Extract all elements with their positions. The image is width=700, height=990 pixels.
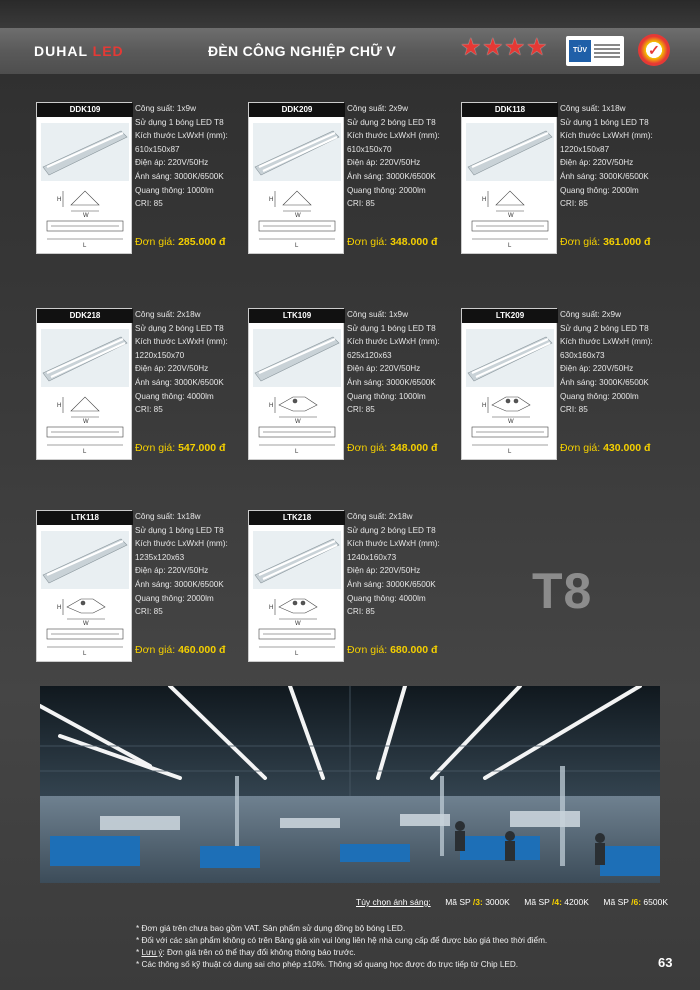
product-price <box>135 442 225 454</box>
price-label: Đơn giá: <box>135 644 179 656</box>
spec-line: Điện áp: 220V/50Hz <box>347 364 421 374</box>
product-card <box>36 308 248 478</box>
spec-line: Điện áp: 220V/50Hz <box>135 158 209 168</box>
svg-text:L: L <box>83 449 87 455</box>
spec-line: Điện áp: 220V/50Hz <box>135 364 209 374</box>
svg-text:H: H <box>482 197 487 203</box>
lamp-fixture-icon <box>253 329 341 387</box>
product-card <box>248 308 460 478</box>
product-card <box>461 102 673 272</box>
spec-line: Ánh sáng: 3000K/6500K <box>347 171 436 181</box>
spec-line: Kích thước LxWxH (mm): <box>560 337 653 347</box>
spec-line: CRI: 85 <box>135 607 163 617</box>
tuv-icon: TÜV <box>569 40 591 62</box>
dimension-diagram <box>41 391 129 457</box>
star-icon: ★ <box>504 34 526 61</box>
price-value: 285.000 đ <box>178 236 226 248</box>
product-price <box>560 236 650 248</box>
product-card <box>248 510 460 680</box>
light-options <box>356 897 668 907</box>
price-label: Đơn giá: <box>135 442 179 454</box>
svg-text:W: W <box>83 621 89 627</box>
spec-line: Quang thông: 2000lm <box>347 185 426 195</box>
spec-line: Sử dụng 2 bóng LED T8 <box>347 525 436 535</box>
lamp-fixture-icon <box>41 531 129 589</box>
price-value: 348.000 đ <box>390 236 438 248</box>
product-specs <box>347 102 459 211</box>
spec-line: Ánh sáng: 3000K/6500K <box>347 377 436 387</box>
spec-line: Điện áp: 220V/50Hz <box>347 566 421 576</box>
svg-text:H: H <box>269 605 274 611</box>
option-6500k: Mã SP /6: 6500K <box>603 897 668 907</box>
page-title: ĐÈN CÔNG NGHIỆP CHỮ V <box>208 43 397 59</box>
product-card <box>36 102 248 272</box>
spec-line: Kích thước LxWxH (mm): <box>347 337 440 347</box>
spec-line: Công suất: 1x18w <box>560 104 626 113</box>
price-label: Đơn giá: <box>135 236 179 248</box>
svg-text:W: W <box>295 419 301 425</box>
spec-line: Sử dụng 2 bóng LED T8 <box>560 323 649 333</box>
product-code: DDK109 <box>37 103 133 117</box>
spec-line: 625x120x63 <box>347 350 392 360</box>
product-card <box>36 510 248 680</box>
note-price-change: * Lưu ý: Đơn giá trên có thể thay đổi không thông báo trước. <box>136 948 356 957</box>
lamp-fixture-icon <box>41 123 129 181</box>
spec-line: Quang thông: 2000lm <box>560 185 639 195</box>
top-strip <box>0 0 700 28</box>
product-price <box>560 442 650 454</box>
page-number: 63 <box>658 955 673 970</box>
svg-text:W: W <box>508 213 514 219</box>
spec-line: Ánh sáng: 3000K/6500K <box>347 579 436 589</box>
option-3000k: Mã SP /3: 3000K <box>445 897 510 907</box>
svg-text:L: L <box>508 449 512 455</box>
svg-text:L: L <box>508 243 512 249</box>
spec-line: Sử dụng 1 bóng LED T8 <box>560 117 649 127</box>
spec-line: Công suất: 2x18w <box>347 512 413 521</box>
spec-line: CRI: 85 <box>347 405 375 415</box>
spec-line: Sử dụng 2 bóng LED T8 <box>135 323 224 333</box>
spec-line: CRI: 85 <box>560 405 588 415</box>
price-label: Đơn giá: <box>347 442 391 454</box>
product-image <box>36 510 132 662</box>
spec-line: Ánh sáng: 3000K/6500K <box>135 377 224 387</box>
star-icon: ★ <box>460 34 482 61</box>
product-image <box>36 102 132 254</box>
price-value: 680.000 đ <box>390 644 438 656</box>
dimension-diagram <box>466 185 554 251</box>
star-icon: ★ <box>526 34 548 61</box>
svg-text:L: L <box>83 651 87 657</box>
spec-line: Điện áp: 220V/50Hz <box>135 566 209 576</box>
product-specs <box>347 308 459 417</box>
product-price <box>135 644 225 656</box>
product-code: DDK218 <box>37 309 133 323</box>
dimension-diagram <box>466 391 554 457</box>
svg-text:W: W <box>508 419 514 425</box>
product-specs <box>347 510 459 619</box>
product-price <box>135 236 225 248</box>
spec-line: Kích thước LxWxH (mm): <box>347 539 440 549</box>
spec-line: 1220x150x87 <box>560 144 610 154</box>
product-code: LTK209 <box>462 309 558 323</box>
product-image <box>461 308 557 460</box>
spec-line: Công suất: 2x9w <box>560 310 621 319</box>
spec-line: 1220x150x70 <box>135 350 185 360</box>
product-specs <box>560 308 672 417</box>
product-code: DDK118 <box>462 103 558 117</box>
spec-line: Kích thước LxWxH (mm): <box>135 131 228 141</box>
option-4200k: Mã SP /4: 4200K <box>524 897 589 907</box>
price-label: Đơn giá: <box>347 236 391 248</box>
product-code: LTK118 <box>37 511 133 525</box>
product-specs <box>560 102 672 211</box>
lamp-fixture-icon <box>41 329 129 387</box>
svg-text:L: L <box>295 651 299 657</box>
product-price <box>347 644 437 656</box>
price-label: Đơn giá: <box>347 644 391 656</box>
rating-stars <box>460 34 548 61</box>
svg-text:W: W <box>83 419 89 425</box>
lamp-fixture-icon <box>253 531 341 589</box>
lamp-fixture-icon <box>466 329 554 387</box>
product-price <box>347 236 437 248</box>
price-value: 348.000 đ <box>390 442 438 454</box>
spec-line: Công suất: 1x9w <box>135 104 196 113</box>
spec-line: Ánh sáng: 3000K/6500K <box>560 171 649 181</box>
spec-line: CRI: 85 <box>560 199 588 209</box>
note-vat: * Đơn giá trên chưa bao gồm VAT. Sản phẩm sử dụng đồng bộ bóng LED. <box>136 924 406 933</box>
spec-line: Ánh sáng: 3000K/6500K <box>560 377 649 387</box>
product-image <box>248 510 344 662</box>
spec-line: 1235x120x63 <box>135 552 185 562</box>
spec-line: Ánh sáng: 3000K/6500K <box>135 171 224 181</box>
tuv-certificate-logo <box>566 36 624 66</box>
dimension-diagram <box>253 593 341 659</box>
svg-text:H: H <box>57 197 62 203</box>
spec-line: Quang thông: 2000lm <box>135 593 214 603</box>
svg-text:H: H <box>269 197 274 203</box>
product-specs <box>135 102 247 211</box>
spec-line: CRI: 85 <box>347 607 375 617</box>
spec-line: Sử dụng 1 bóng LED T8 <box>135 117 224 127</box>
product-image <box>461 102 557 254</box>
spec-line: 610x150x87 <box>135 144 180 154</box>
product-card <box>248 102 460 272</box>
spec-line: Sử dụng 2 bóng LED T8 <box>347 117 436 127</box>
spec-line: CRI: 85 <box>135 405 163 415</box>
price-value: 361.000 đ <box>603 236 651 248</box>
lamp-fixture-icon <box>253 123 341 181</box>
price-value: 460.000 đ <box>178 644 226 656</box>
svg-text:H: H <box>269 403 274 409</box>
svg-text:H: H <box>57 403 62 409</box>
options-label: Tùy chọn ánh sáng: <box>356 897 431 907</box>
spec-line: 630x160x73 <box>560 350 605 360</box>
footnotes <box>136 923 547 971</box>
price-label: Đơn giá: <box>560 442 604 454</box>
svg-text:L: L <box>295 449 299 455</box>
spec-line: Quang thông: 2000lm <box>560 391 639 401</box>
spec-line: CRI: 85 <box>347 199 375 209</box>
star-icon: ★ <box>482 34 504 61</box>
product-code: DDK209 <box>249 103 345 117</box>
spec-line: Ánh sáng: 3000K/6500K <box>135 579 224 589</box>
svg-text:W: W <box>295 213 301 219</box>
spec-line: 1240x160x73 <box>347 552 397 562</box>
spec-line: Kích thước LxWxH (mm): <box>135 539 228 549</box>
product-price <box>347 442 437 454</box>
brand-logo: DUHAL LED <box>34 43 124 59</box>
product-image <box>36 308 132 460</box>
dimension-diagram <box>253 185 341 251</box>
spec-line: Quang thông: 1000lm <box>347 391 426 401</box>
spec-line: Điện áp: 220V/50Hz <box>347 158 421 168</box>
spec-line: Điện áp: 220V/50Hz <box>560 158 634 168</box>
spec-line: Quang thông: 1000lm <box>135 185 214 195</box>
spec-line: Kích thước LxWxH (mm): <box>135 337 228 347</box>
dimension-diagram <box>41 185 129 251</box>
product-image <box>248 308 344 460</box>
spec-line: Công suất: 1x18w <box>135 512 201 521</box>
lamp-fixture-icon <box>466 123 554 181</box>
factory-photo <box>40 686 660 883</box>
svg-text:H: H <box>57 605 62 611</box>
spec-line: CRI: 85 <box>135 199 163 209</box>
product-code: LTK109 <box>249 309 345 323</box>
spec-line: Quang thông: 4000lm <box>347 593 426 603</box>
product-specs <box>135 308 247 417</box>
spec-line: Sử dụng 1 bóng LED T8 <box>135 525 224 535</box>
spec-line: Công suất: 2x18w <box>135 310 201 319</box>
dimension-diagram <box>253 391 341 457</box>
spec-line: Công suất: 2x9w <box>347 104 408 113</box>
spec-line: Kích thước LxWxH (mm): <box>560 131 653 141</box>
note-tolerance: * Các thông số kỹ thuật có dung sai cho phép ±10%. Thông số quang học được đo trực tiếp từ Chip LED. <box>136 960 519 969</box>
page-header <box>0 28 700 74</box>
spec-line: Điện áp: 220V/50Hz <box>560 364 634 374</box>
price-value: 547.000 đ <box>178 442 226 454</box>
price-value: 430.000 đ <box>603 442 651 454</box>
product-specs <box>135 510 247 619</box>
spec-line: Công suất: 1x9w <box>347 310 408 319</box>
product-image <box>248 102 344 254</box>
product-code: LTK218 <box>249 511 345 525</box>
svg-text:W: W <box>83 213 89 219</box>
note-contact: * Đối với các sản phẩm không có trên Bảng giá xin vui lòng liên hệ nhà cung cấp để được báo giá theo thời điểm. <box>136 936 548 945</box>
price-label: Đơn giá: <box>560 236 604 248</box>
spec-line: Sử dụng 1 bóng LED T8 <box>347 323 436 333</box>
svg-text:W: W <box>295 621 301 627</box>
svg-text:L: L <box>83 243 87 249</box>
spec-line: Kích thước LxWxH (mm): <box>347 131 440 141</box>
t8-label: T8 <box>532 563 593 619</box>
spec-line: 610x150x70 <box>347 144 392 154</box>
spec-line: Quang thông: 4000lm <box>135 391 214 401</box>
product-card <box>461 308 673 478</box>
svg-text:L: L <box>295 243 299 249</box>
quality-badge-icon: ✓ <box>638 34 670 66</box>
dimension-diagram <box>41 593 129 659</box>
svg-text:H: H <box>482 403 487 409</box>
